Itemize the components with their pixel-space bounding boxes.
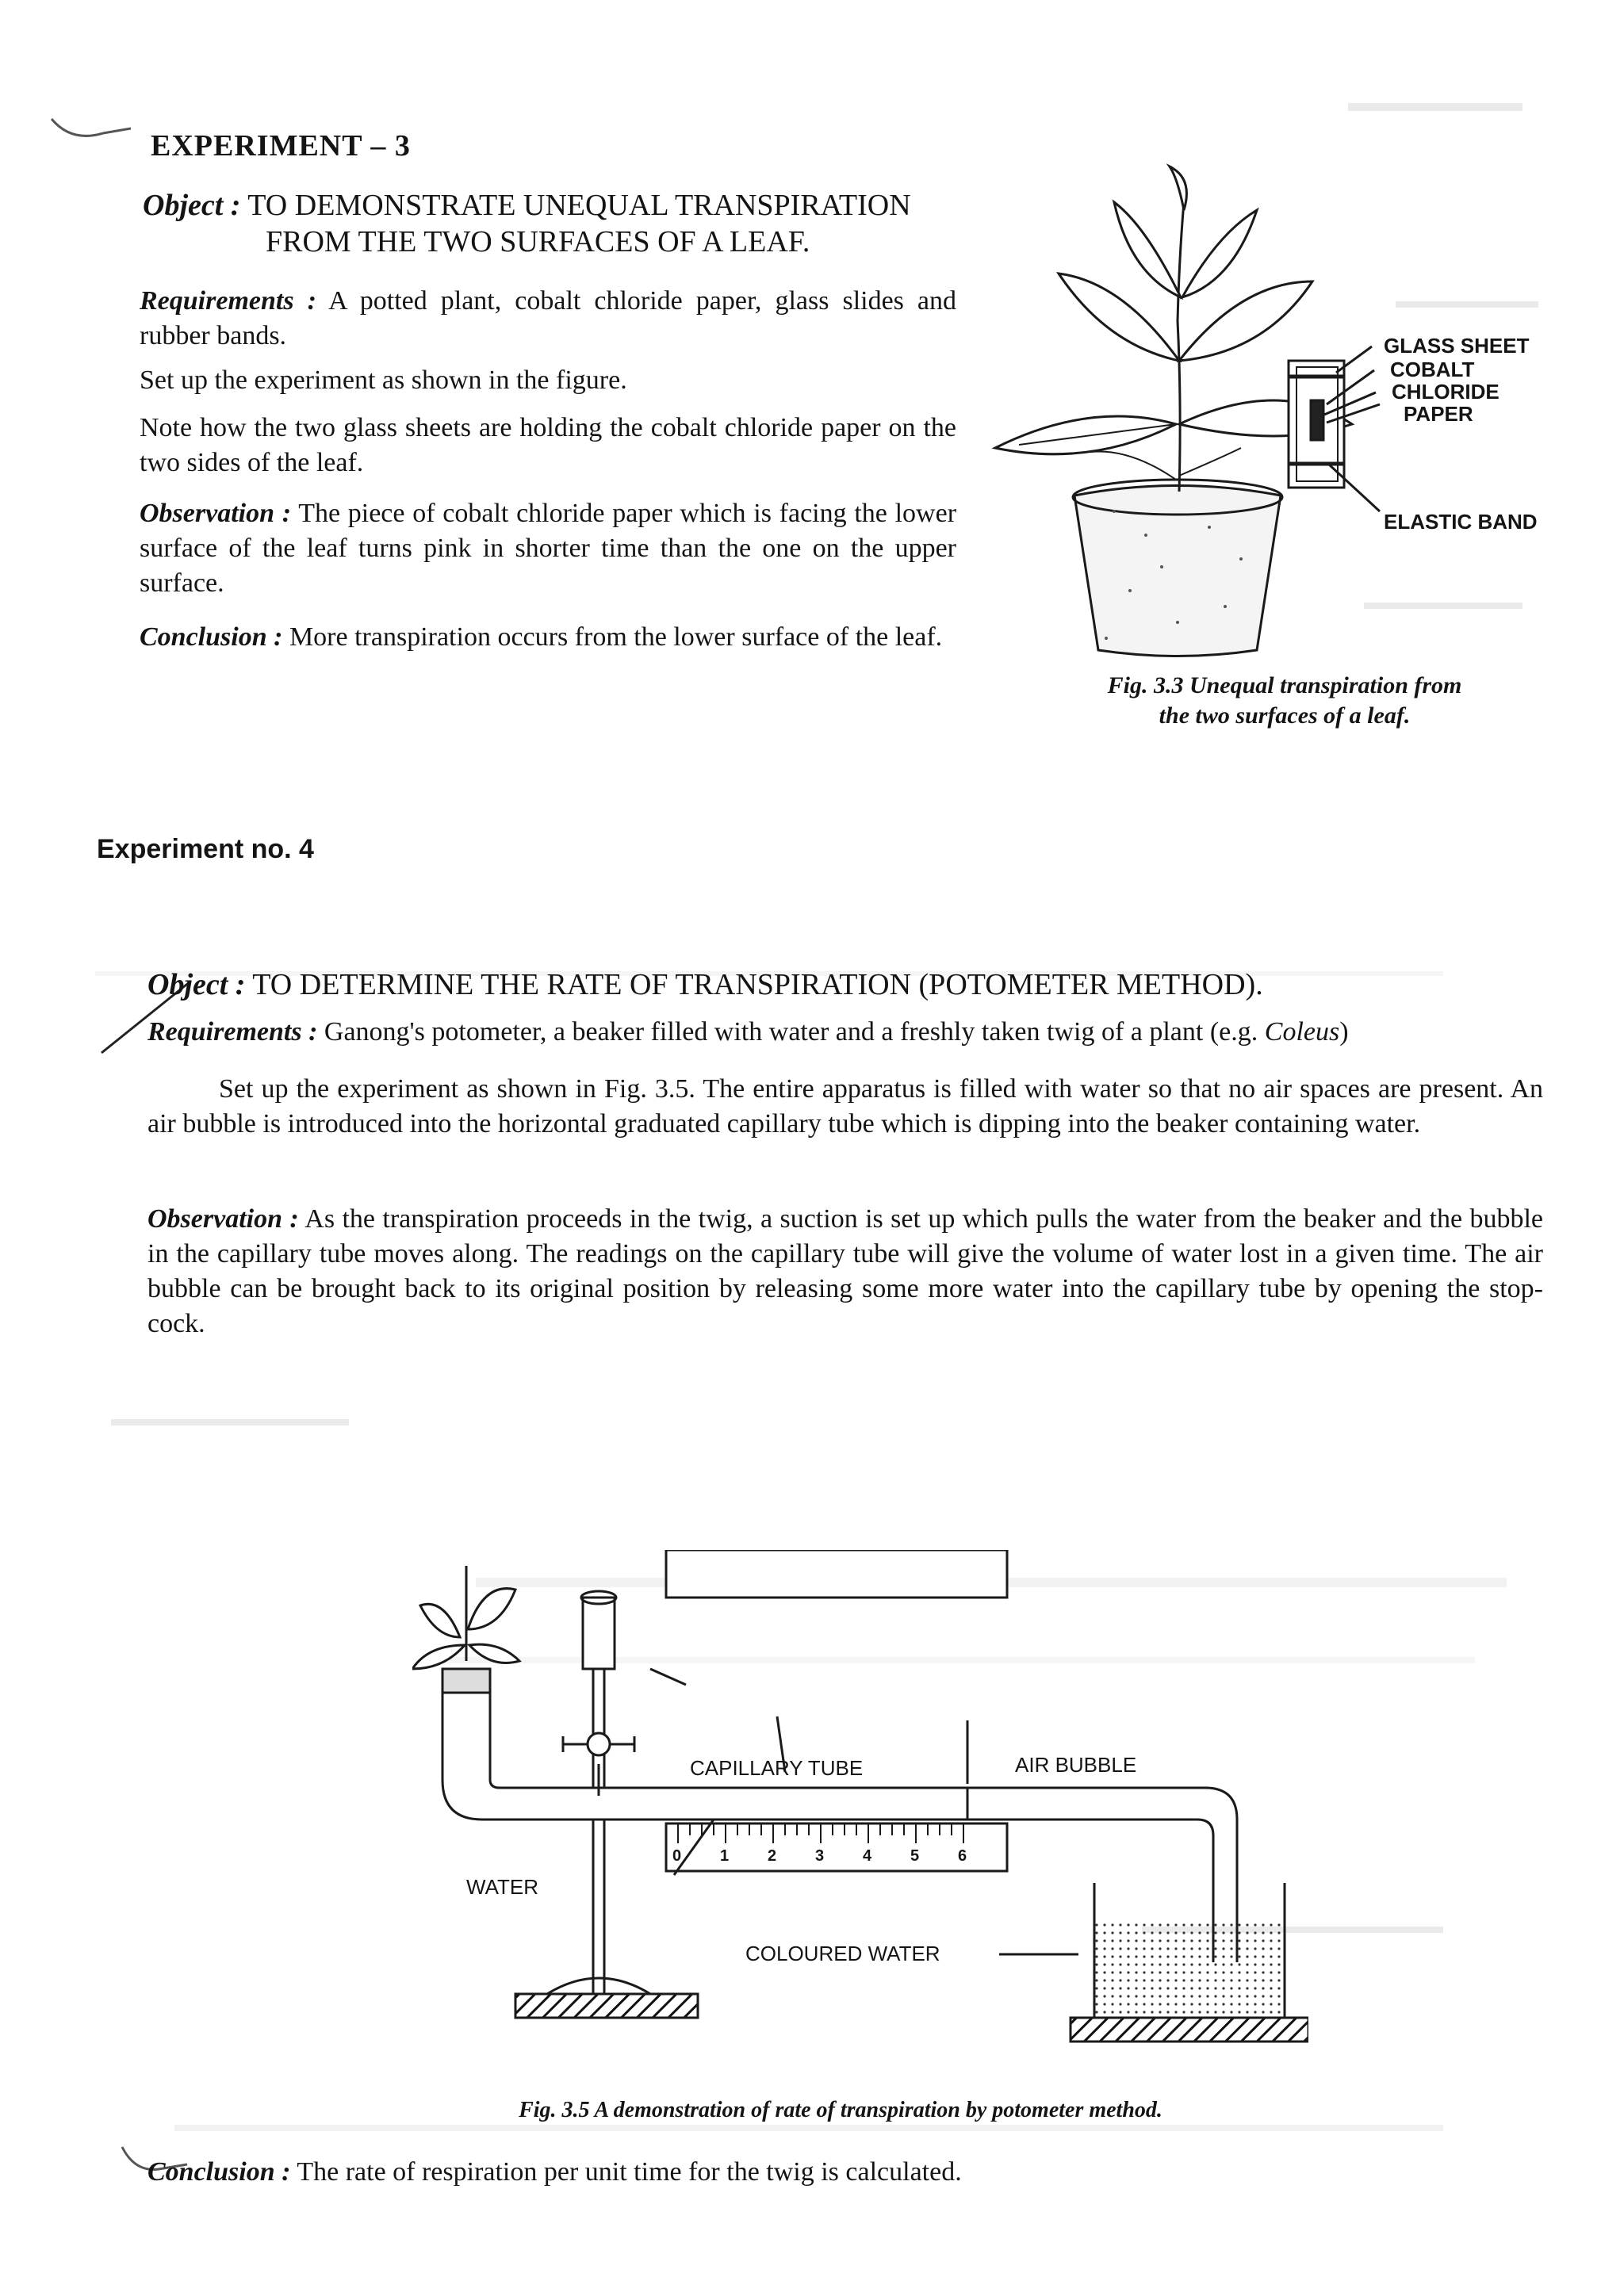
experiment-3-observation (140, 496, 956, 601)
object-line-1: TO DEMONSTRATE UNEQUAL TRANSPIRATION (247, 189, 911, 222)
scale-label-2: 2 (768, 1847, 777, 1865)
caption-line-2: the two surfaces of a leaf. (1159, 702, 1411, 729)
object-line-2: FROM THE TWO SURFACES OF A LEAF. (266, 225, 810, 258)
requirements-example: Coleus (1264, 1017, 1340, 1047)
label-coloured-water: COLOURED WATER (745, 1942, 940, 1965)
experiment-3-requirements (140, 284, 956, 354)
scale-label-3: 3 (815, 1847, 825, 1865)
observation-text: The piece of cobalt chloride paper which is facing the lower surface of the leaf turns pink in shorter time than the one on the upper surface. (140, 499, 957, 598)
observation-text: As the transpiration proceeds in the twig, a suction is set up which pulls the water from the beaker and the bubble in the capillary tube moves along. The readings on the capillary tube will give the volume of water lost in a given time. The air bubble can be brought back to its original position by releasing some more water into the capillary tube by opening the stop-cock. (147, 1204, 1543, 1338)
scale-label-6: 6 (958, 1847, 967, 1865)
label-cobalt: COBALT (1390, 358, 1475, 381)
figure-3-5-caption: Fig. 3.5 A demonstration of rate of transpiration by potometer method. (519, 2098, 1162, 2122)
conclusion-label: Conclusion : (140, 622, 283, 652)
requirements-text: Ganong's potometer, a beaker filled with water and a freshly taken twig of a plant (e.g. (324, 1017, 1258, 1047)
conclusion-text: More transpiration occurs from the lower surface of the leaf. (289, 622, 943, 652)
scale-label-4: 4 (863, 1847, 872, 1865)
label-glass-sheet: GLASS SHEET (1384, 334, 1530, 358)
object-label: Object : (143, 189, 241, 222)
experiment-3-note: Note how the two glass sheets are holding the cobalt chloride paper on the two sides of the leaf. (140, 413, 956, 477)
experiment-4-object (147, 967, 1543, 1002)
experiment-4-requirements (147, 1015, 1543, 1050)
experiment-4-setup: Set up the experiment as shown in Fig. 3.5. The entire apparatus is filled with water so that no air spaces are present. An air bubble is introduced into the horizontal graduated capillary tube which is dipping into the beaker containing water. (147, 1074, 1543, 1138)
pencil-tick-mark (48, 111, 135, 159)
label-water: WATER (466, 1875, 538, 1899)
conclusion-text: The rate of respiration per unit time for the twig is calculated. (297, 2157, 962, 2187)
scale-tick-marks (678, 1823, 963, 1843)
figure-3-5 (412, 1550, 1308, 2089)
scale-label-0: 0 (672, 1847, 682, 1865)
experiment-3-conclusion (140, 620, 956, 655)
caption-line-1: Fig. 3.3 Unequal transpiration from (1107, 672, 1462, 698)
label-paper: PAPER (1404, 402, 1473, 426)
label-elastic-band: ELASTIC BAND (1384, 510, 1538, 534)
label-chloride: CHLORIDE (1392, 380, 1500, 404)
object-text: TO DETERMINE THE RATE OF TRANSPIRATION (POTOMETER METHOD). (252, 968, 1263, 1001)
requirements-text: A potted plant, cobalt chloride paper, glass slides and rubber bands. (140, 286, 957, 350)
label-capillary-tube: CAPILLARY TUBE (690, 1756, 864, 1780)
experiment-3-setup: Set up the experiment as shown in the figure. (140, 365, 627, 395)
figure-3-3-caption (1055, 671, 1515, 731)
experiment-3-heading: EXPERIMENT – 3 (151, 129, 411, 163)
observation-label: Observation : (147, 1204, 299, 1234)
experiment-4-title: Experiment no. 4 (97, 834, 314, 864)
experiment-4-conclusion (147, 2155, 1543, 2190)
label-air-bubble: AIR BUBBLE (1015, 1753, 1137, 1777)
requirements-label: Requirements : (140, 286, 316, 316)
observation-label: Observation : (140, 499, 292, 528)
potometer-illustration (412, 1550, 1308, 2089)
object-label: Object : (147, 968, 246, 1001)
requirements-label: Requirements : (147, 1017, 318, 1047)
conclusion-label: Conclusion : (147, 2157, 291, 2187)
experiment-4-observation (147, 1202, 1543, 1341)
experiment-3-object (143, 187, 975, 260)
scale-label-5: 5 (910, 1847, 920, 1865)
scale-label-1: 1 (720, 1847, 730, 1865)
requirements-end: ) (1339, 1017, 1349, 1047)
